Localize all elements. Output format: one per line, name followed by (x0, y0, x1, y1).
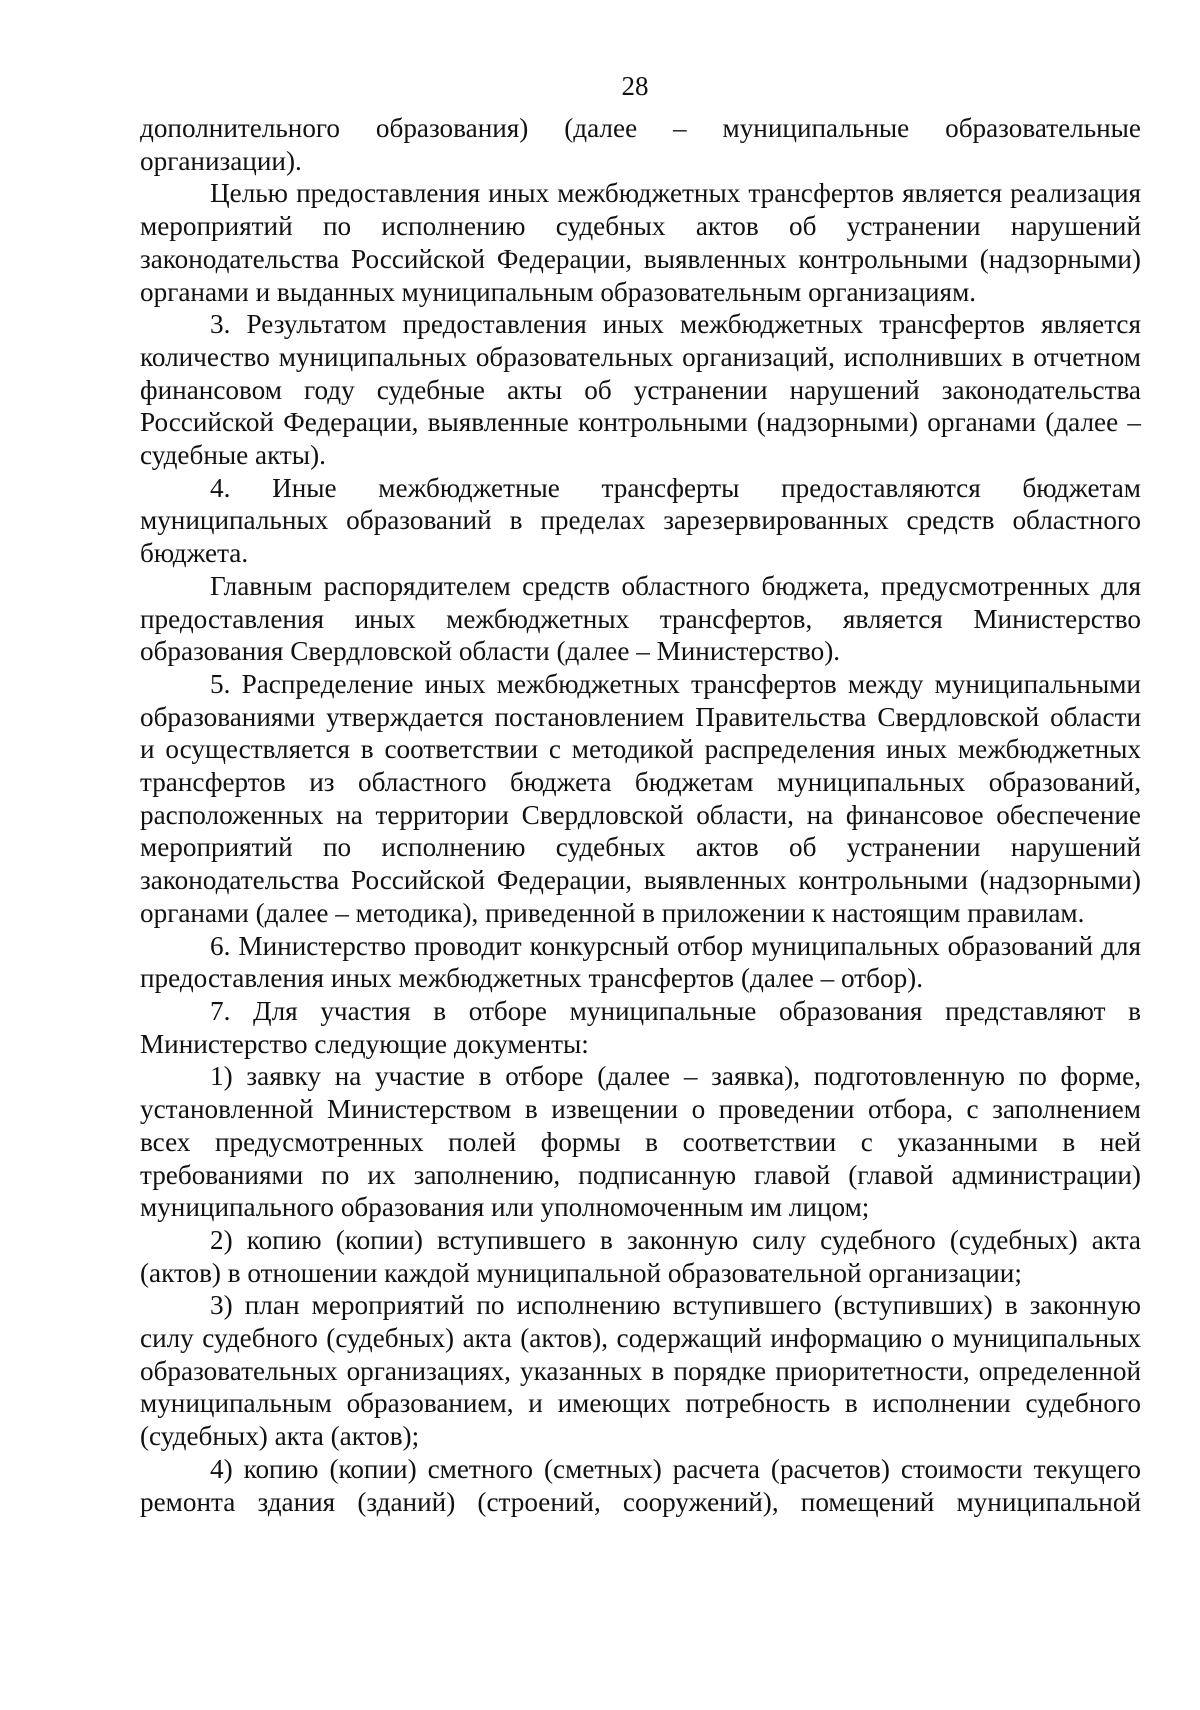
paragraph: Главным распорядителем средств областного бюджета, предусмотренных для предоставления иных межбюджетных трансфертов, является Министерство образования Свердловской области (далее – Министерство). (140, 570, 1141, 667)
page-number: 28 (621, 71, 649, 101)
paragraph: 3. Результатом предоставления иных межбюджетных трансфертов является количество муниципальных образовательных организаций, исполнивших в отчетном финансовом году судебные акты об устранении нарушений законодательства Российской Федерации, выявленные контрольными (надзорными) органами (далее – судебные акты). (140, 309, 1141, 471)
paragraph: 3) план мероприятий по исполнению вступившего (вступивших) в законную силу судебного (судебных) акта (актов), содержащий информацию о муниципальных образовательных организациях, указанных в порядке приоритетности, определенной муниципальным образованием, и имеющих потребность в исполнении судебного (судебных) акта (актов); (140, 1290, 1141, 1452)
paragraph: дополнительного образования) (далее – муниципальные образовательные организации). (140, 113, 1141, 176)
paragraph: 4) копию (копии) сметного (сметных) расчета (расчетов) стоимости текущего ремонта здания (зданий) (строений, сооружений), помещений муниципальной (140, 1453, 1141, 1517)
paragraph: 5. Распределение иных межбюджетных трансфертов между муниципальными образованиями утверждается постановлением Правительства Свердловской области и осуществляется в соответствии с методикой распределения иных межбюджетных трансфертов из областного бюджета бюджетам муниципальных образований, расположенных на территории Свердловской области, на финансовое обеспечение мероприятий по исполнению судебных актов об устранении нарушений законодательства Российской Федерации, выявленных контрольными (надзорными) органами (далее – методика), приведенной в приложении к настоящим правилам. (140, 668, 1141, 928)
paragraph: 1) заявку на участие в отборе (далее – заявка), подготовленную по форме, установленной Министерством в извещении о проведении отбора, с заполнением всех предусмотренных полей формы в соответствии с указанными в ней требованиями по их заполнению, подписанную главой (главой администрации) муниципального образования или уполномоченным им лицом; (140, 1061, 1141, 1223)
paragraph: Целью предоставления иных межбюджетных трансфертов является реализация мероприятий по исполнению судебных актов об устранении нарушений законодательства Российской Федерации, выявленных контрольными (надзорными) органами и выданных муниципальным образовательным организациям. (140, 178, 1141, 307)
paragraph: 7. Для участия в отборе муниципальные образования представляют в Министерство следующие документы: (140, 995, 1141, 1059)
paragraph: 6. Министерство проводит конкурсный отбор муниципальных образований для предоставления иных межбюджетных трансфертов (далее – отбор). (140, 930, 1141, 994)
paragraph: 2) копию (копии) вступившего в законную силу судебного (судебных) акта (актов) в отношении каждой муниципальной образовательной организации; (140, 1224, 1141, 1288)
paragraph: 4. Иные межбюджетные трансферты предоставляются бюджетам муниципальных образований в пределах зарезервированных средств областного бюджета. (140, 472, 1141, 569)
document-body (140, 112, 1141, 1518)
